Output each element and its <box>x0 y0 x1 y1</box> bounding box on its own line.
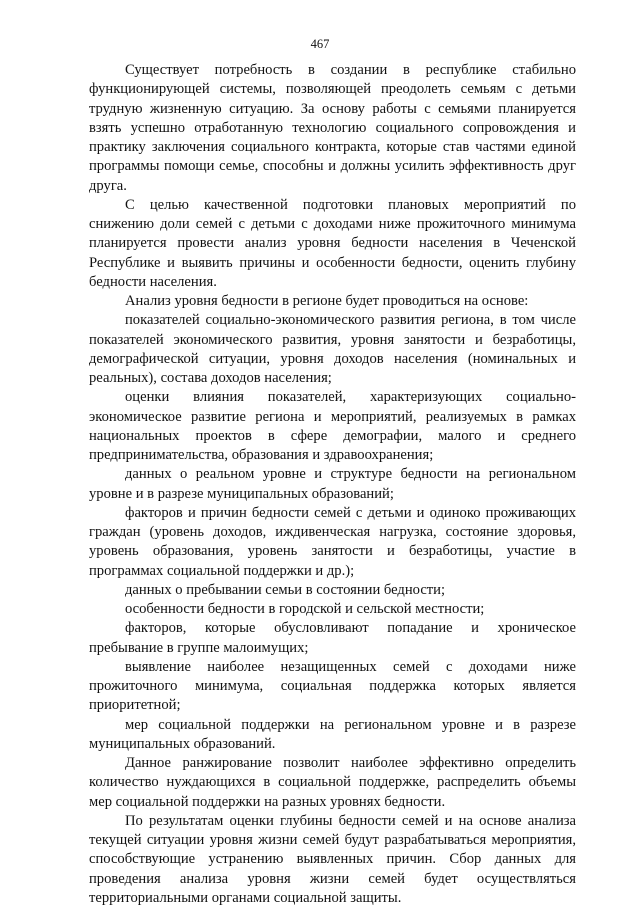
list-item: особенности бедности в городской и сельской местности; <box>125 601 485 617</box>
list-item: данных о пребывании семьи в состоянии бедности; <box>125 581 446 598</box>
body-text <box>89 61 576 908</box>
paragraph: Существует потребность в создании в республике стабильно функционирующей системы, позволяющей преодолеть семьям с детьми трудную жизненную ситуацию. За основу работы с семьями планируется взять успешно отработанную технологию социального сопровождения и практику заключения социального контракта, которые став частями единой программы помощи семье, способны и должны усилить эффективность друг друга. <box>89 62 576 194</box>
paragraph: Анализ уровня бедности в регионе будет проводиться на основе: <box>125 293 529 309</box>
list-item: факторов и причин бедности семей с детьми и одиноко проживающих граждан (уровень доходов, иждивенческая нагрузка, состояние здоровья, уровень образования, уровень занятости и безработицы, участие в программах социальной поддержки и др.); <box>89 504 576 579</box>
page-number: 467 <box>310 37 330 51</box>
paragraph: Данное ранжирование позволит наиболее эффективно определить количество нуждающихся в социальной поддержке, распределить объемы мер социальной поддержки на разных уровнях бедности. <box>89 755 576 810</box>
list-item: данных о реальном уровне и структуре бедности на региональном уровне и в разрезе муниципальных образований; <box>89 466 576 502</box>
list-item: факторов, которые обусловливают попадание и хроническое пребывание в группе малоимущих; <box>89 620 576 656</box>
list-item: мер социальной поддержки на региональном уровне и в разрезе муниципальных образований. <box>89 716 576 752</box>
list-item: показателей социально-экономического развития региона, в том числе показателей экономического развития, уровня занятости и безработицы, демографической ситуации, уровня доходов населения (номинальных и реальных), состава доходов населения; <box>89 312 576 386</box>
list-item: оценки влияния показателей, характеризующих социально-экономическое развитие региона и мероприятий, реализуемых в рамках национальных проектов в сфере демографии, малого и среднего предпринимательства, образования и здравоохранения; <box>89 389 576 463</box>
paragraph: С целью качественной подготовки плановых мероприятий по снижению доли семей с детьми с доходами ниже прожиточного минимума планируется провести анализ уровня бедности населения в Чеченской Республике и выявить причины и особенности бедности, оценить глубину бедности населения. <box>89 196 576 290</box>
paragraph: По результатам оценки глубины бедности семей и на основе анализа текущей ситуации уровня жизни семей будут разрабатываться мероприятия, способствующие устранению выявленных причин. Сбор данных для проведения анализа уровня жизни семей будет осуществляться территориальными органами социальной защиты. <box>89 812 576 906</box>
list-item: выявление наиболее незащищенных семей с доходами ниже прожиточного минимума, социальная поддержка которых является приоритетной; <box>89 658 576 714</box>
